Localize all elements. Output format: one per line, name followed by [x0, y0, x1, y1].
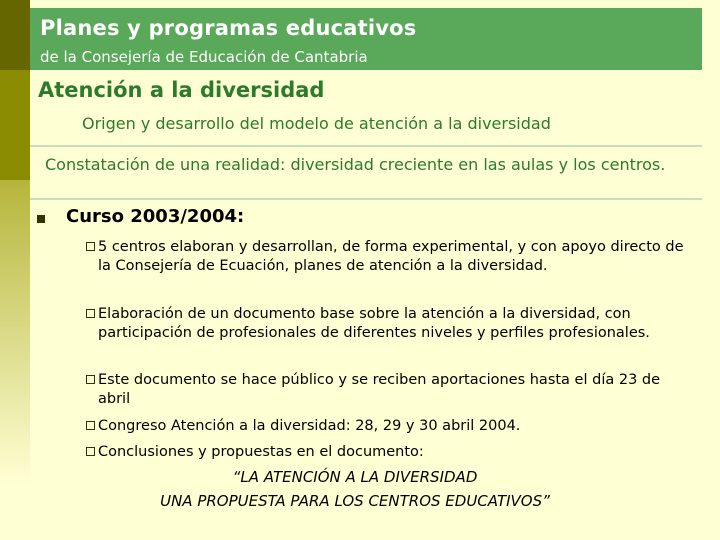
- list-item-text: Conclusiones y propuestas en el documento:: [98, 444, 424, 460]
- hollow-square-bullet-icon: [86, 447, 95, 456]
- list-item-text: Este documento se hace público y se reciben aportaciones hasta el día 23 de abril: [98, 372, 661, 407]
- hollow-square-bullet-icon: [86, 309, 95, 318]
- header-subtitle: de la Consejería de Educación de Cantabria: [40, 48, 368, 66]
- course-title: Curso 2003/2004:: [66, 206, 245, 227]
- square-bullet-icon: [37, 215, 45, 223]
- section-subtitle: Origen y desarrollo del modelo de atención a la diversidad: [82, 114, 551, 133]
- left-stripe-middle: [0, 70, 30, 180]
- quote-line-1: “LA ATENCIÓN A LA DIVERSIDAD: [232, 468, 478, 486]
- left-stripe-bottom: [0, 180, 30, 540]
- list-item-text: Elaboración de un documento base sobre la atención a la diversidad, con participación de profesionales de diferentes niveles y perfiles profesionales.: [98, 306, 650, 341]
- header-box: [30, 8, 702, 70]
- hollow-square-bullet-icon: [86, 242, 95, 251]
- intro-text: Constatación de una realidad: diversidad creciente en las aulas y los centros.: [45, 155, 666, 174]
- header-title: Planes y programas educativos: [40, 16, 417, 40]
- left-stripe-top: [0, 0, 30, 70]
- hollow-square-bullet-icon: [86, 421, 95, 430]
- quote-line-2: UNA PROPUESTA PARA LOS CENTROS EDUCATIVOS”: [160, 492, 550, 510]
- list-item-text: Congreso Atención a la diversidad: 28, 29 y 30 abril 2004.: [98, 418, 521, 434]
- section-title: Atención a la diversidad: [38, 78, 325, 102]
- separator-line: [30, 198, 702, 200]
- list-item-text: 5 centros elaboran y desarrollan, de forma experimental, y con apoyo directo de la Consejería de Ecuación, planes de atención a la diversidad.: [98, 239, 684, 274]
- hollow-square-bullet-icon: [86, 375, 95, 384]
- separator-line: [30, 145, 702, 147]
